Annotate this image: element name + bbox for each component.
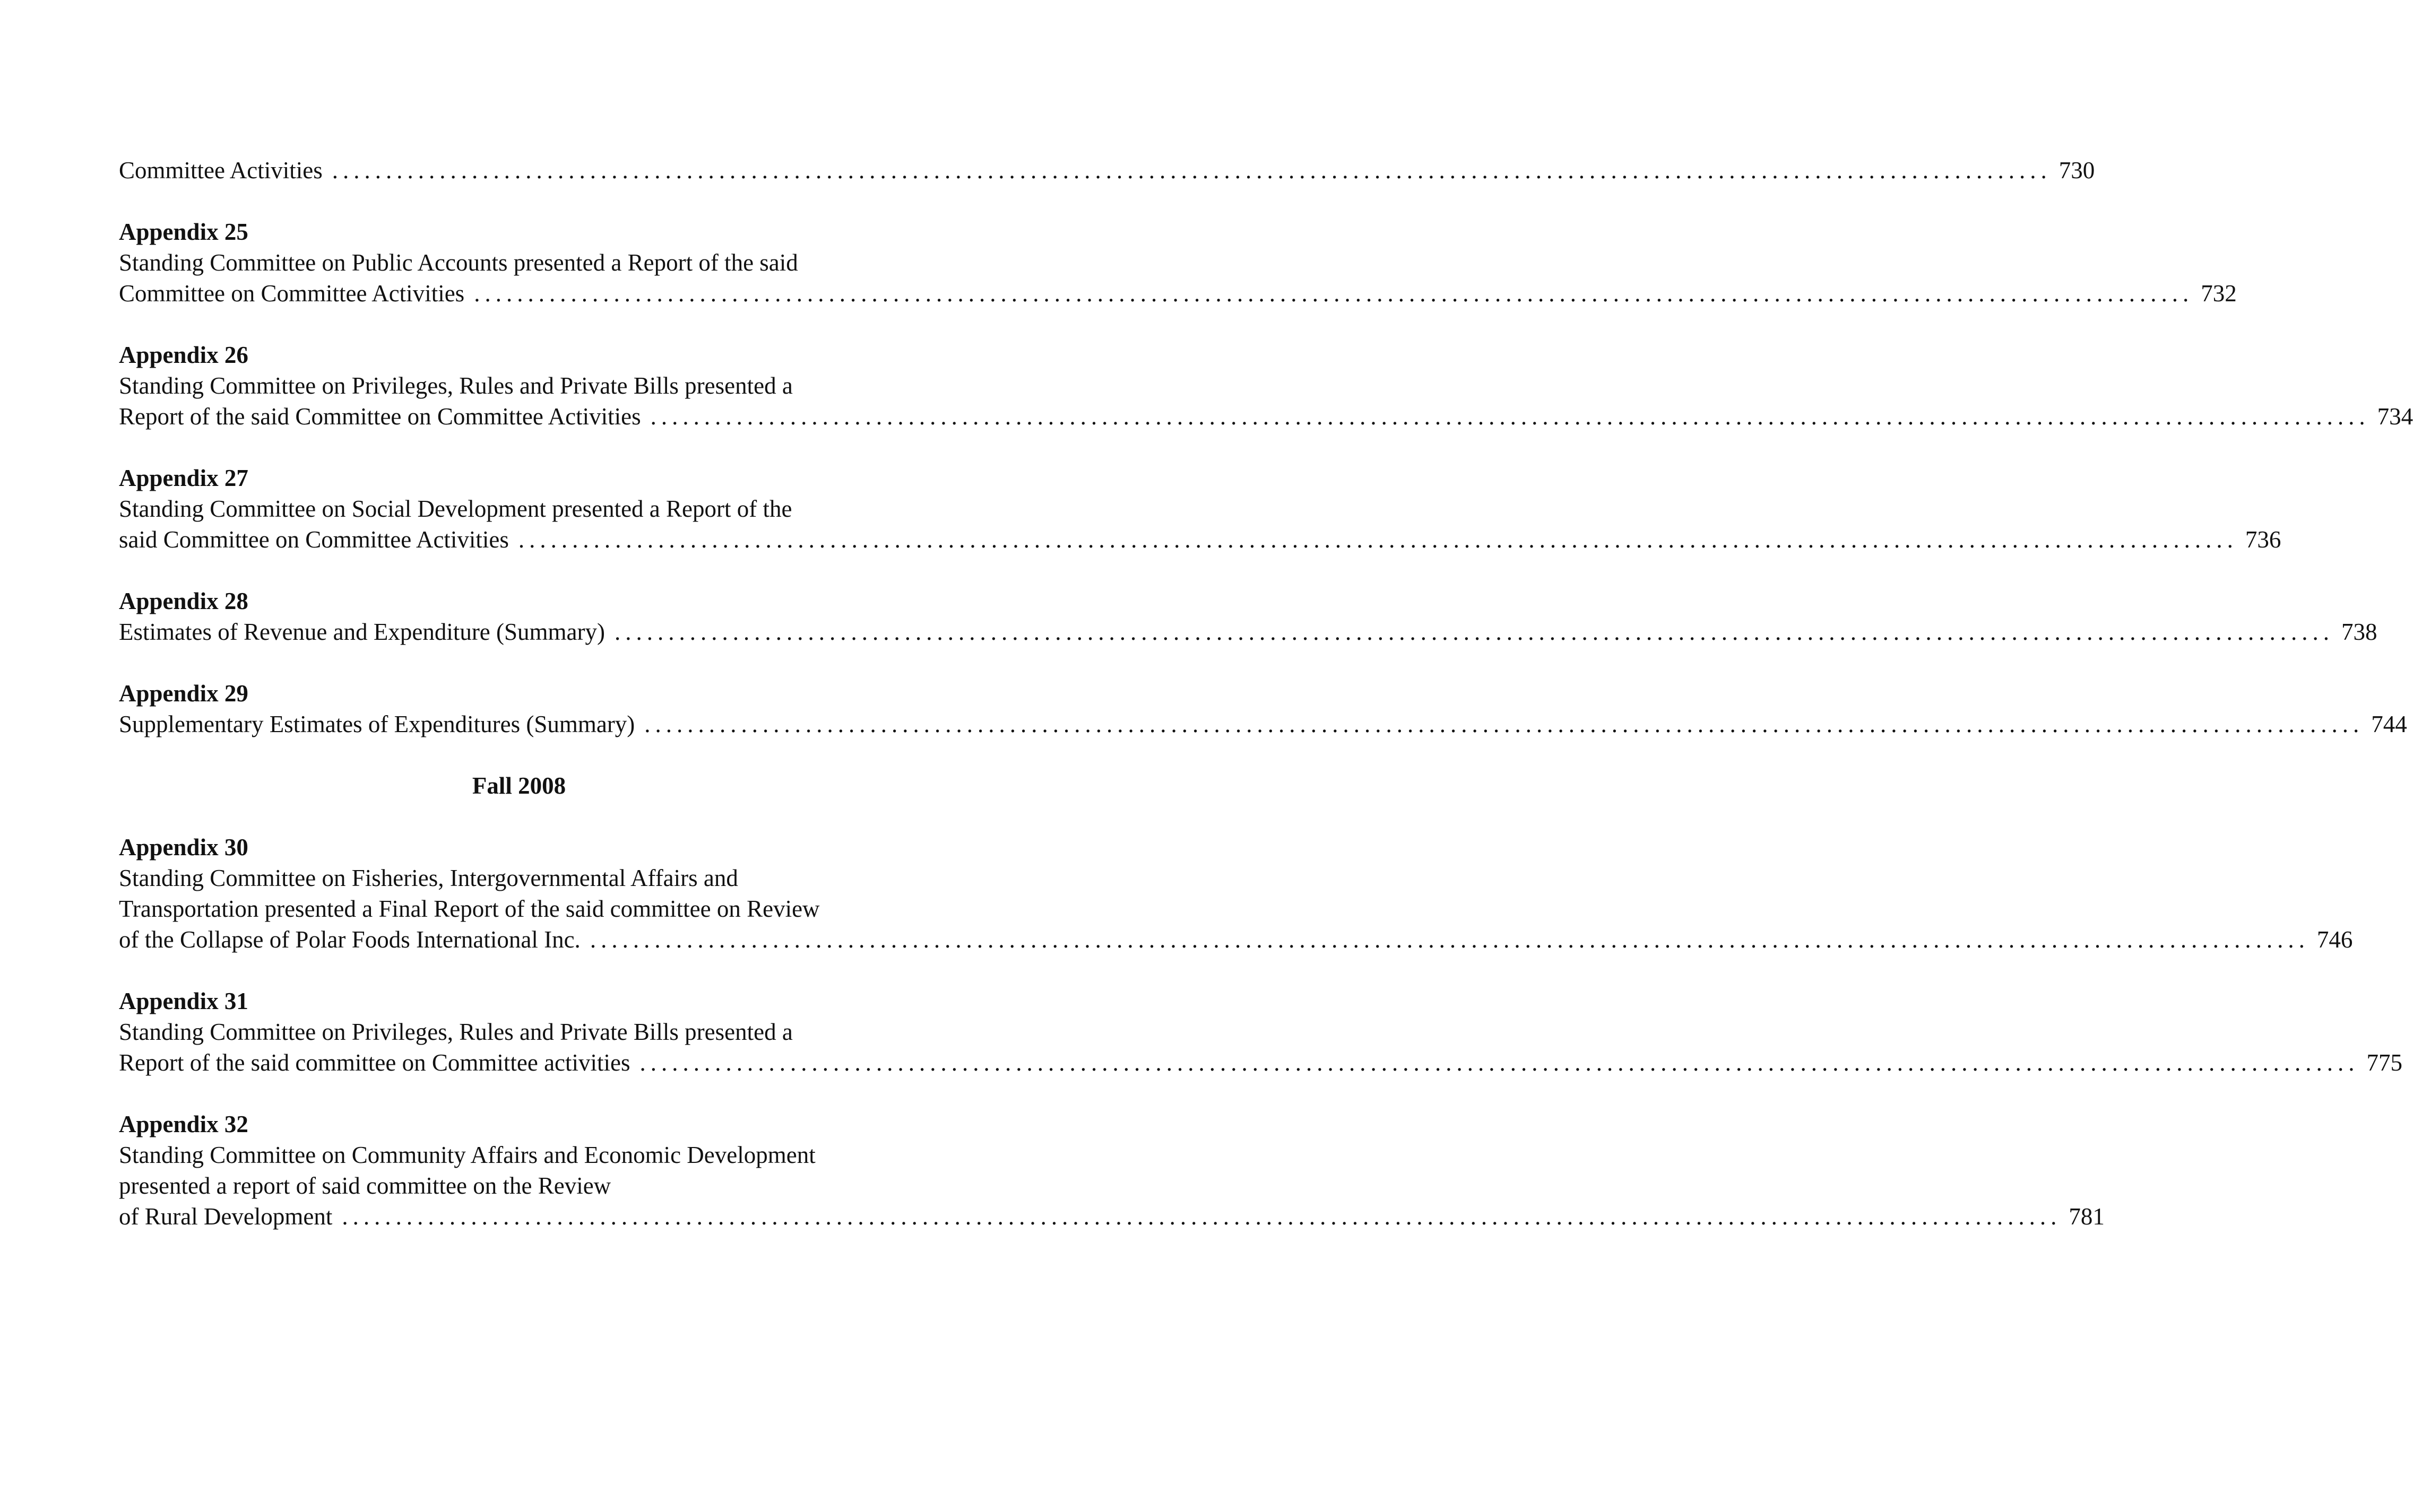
toc-entry-last-line [119,1047,2403,1078]
toc-entry-line: presented a report of said committee on the Review [119,1172,611,1199]
toc-entry-last-line [119,616,2377,647]
appendix-title: Appendix 26 [119,342,248,368]
spacer [119,647,919,678]
toc-entry-text: Supplementary Estimates of Expenditures (Summary) [119,711,635,737]
appendix-title: Appendix 31 [119,988,248,1014]
toc-entry-line: Standing Committee on Privileges, Rules and Private Bills presented a [119,1019,793,1045]
toc-page-number: 732 [2201,280,2237,307]
toc-entry-continued [119,155,2095,186]
toc-entry-text: of Rural Development [119,1203,333,1230]
appendix-group-fall [119,801,2403,1232]
toc-entry-line: Standing Committee on Social Development presented a Report of the [119,496,792,522]
dot-leader: ................................................................................................................................................................ [615,619,2334,645]
toc-entry-last-line [119,155,2095,186]
spacer [119,740,919,770]
toc-page-number: 746 [2316,926,2353,953]
spacer [119,801,919,832]
toc-entry-last-line [119,709,2407,740]
toc-page [119,155,2413,1232]
toc-page-number: 736 [2245,526,2281,553]
dot-leader: ................................................................................................................................................................ [332,157,2052,184]
toc-entry [119,832,2353,955]
appendix-group-spring [119,186,2413,740]
dot-leader: ................................................................................................................................................................ [650,403,2370,430]
appendix-title: Appendix 29 [119,680,248,707]
appendix-title: Appendix 32 [119,1111,248,1137]
appendix-title: Appendix 27 [119,465,248,491]
toc-page-number: 775 [2366,1049,2403,1076]
toc-entry [119,586,2377,647]
toc-page-number: 781 [2069,1203,2105,1230]
dot-leader: ................................................................................................................................................................ [474,280,2194,307]
toc-entry-line: Standing Committee on Community Affairs and Economic Development [119,1142,816,1168]
dot-leader: ................................................................................................................................................................ [639,1049,2359,1076]
toc-entry-last-line [119,1201,2105,1232]
toc-entry [119,216,2237,309]
toc-entry-line: Standing Committee on Privileges, Rules and Private Bills presented a [119,372,793,399]
appendix-title: Appendix 25 [119,219,248,245]
spacer [119,1078,919,1109]
toc-entry-text: Report of the said committee on Committee activities [119,1049,630,1076]
spacer [119,309,919,340]
toc-entry-text: Report of the said Committee on Committee Activities [119,403,641,430]
toc-entry-line: Standing Committee on Public Accounts presented a Report of the said [119,249,798,276]
toc-entry [119,678,2407,740]
toc-page-number: 738 [2341,619,2377,645]
toc-entry-last-line [119,401,2413,432]
toc-page-number: 734 [2377,403,2413,430]
spacer [119,955,919,986]
toc-entry-text: said Committee on Committee Activities [119,526,509,553]
toc-entry-line: Standing Committee on Fisheries, Intergovernmental Affairs and [119,865,738,891]
toc-page-number: 744 [2371,711,2407,737]
toc-entry-text: Committee on Committee Activities [119,280,465,307]
dot-leader: ................................................................................................................................................................ [342,1203,2062,1230]
spacer [119,555,919,586]
dot-leader: ................................................................................................................................................................ [518,526,2238,553]
appendix-title: Appendix 28 [119,588,248,614]
dot-leader: ................................................................................................................................................................ [590,926,2310,953]
toc-entry-text: Estimates of Revenue and Expenditure (Summary) [119,619,605,645]
toc-entry-text: Committee Activities [119,157,323,184]
toc-entry [119,463,2281,555]
toc-entry-last-line [119,924,2353,955]
spacer [119,186,919,216]
toc-entry [119,1109,2105,1232]
toc-entry-last-line [119,278,2237,309]
spacer [119,432,919,463]
toc-entry-line: Transportation presented a Final Report of the said committee on Review [119,896,820,922]
toc-entry-text: of the Collapse of Polar Foods International Inc. [119,926,581,953]
dot-leader: ................................................................................................................................................................ [644,711,2364,737]
toc-entry [119,986,2403,1078]
toc-entry-last-line [119,524,2281,555]
toc-entry [119,340,2413,432]
appendix-title: Appendix 30 [119,834,248,861]
section-heading: Fall 2008 [472,772,566,799]
toc-page-number: 730 [2059,157,2095,184]
